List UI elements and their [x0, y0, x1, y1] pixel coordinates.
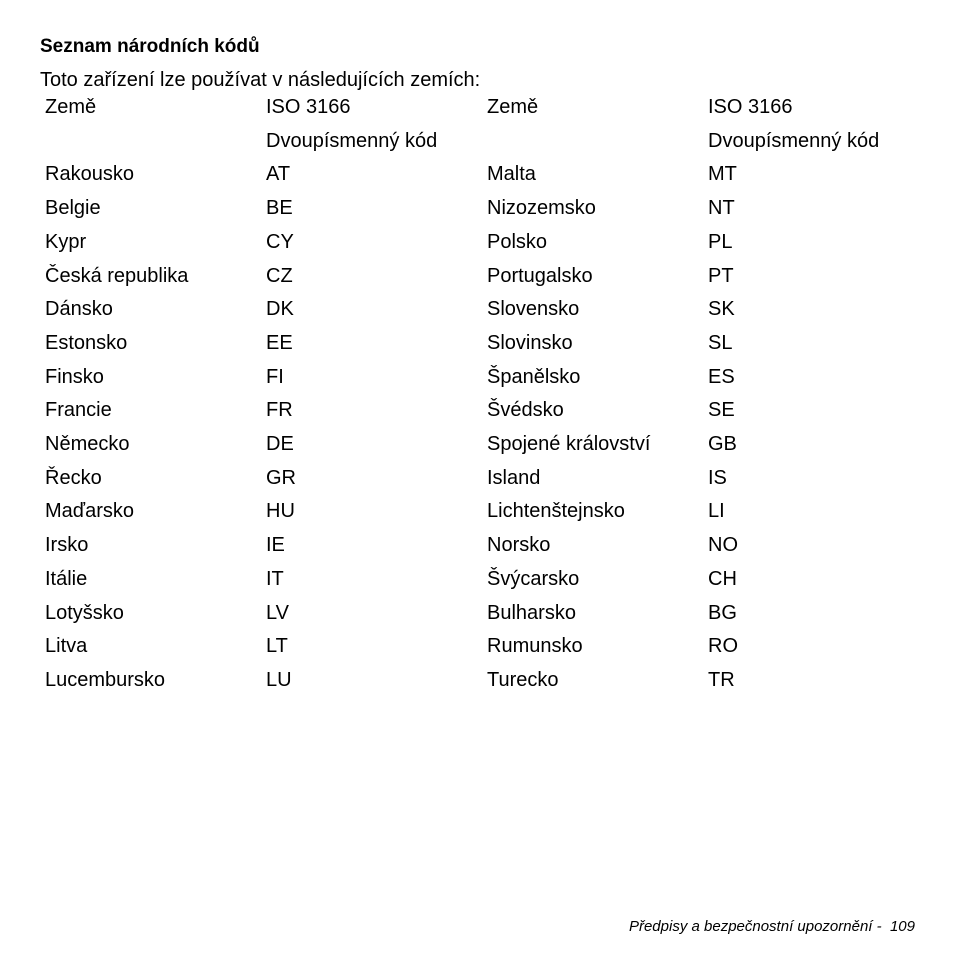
- country-code: GB: [708, 433, 737, 456]
- column-header-country: Země: [45, 96, 97, 118]
- country-code: HU: [266, 500, 295, 523]
- page-number: 109: [889, 918, 915, 935]
- empty-cell: [40, 125, 261, 159]
- table-row: [40, 462, 924, 496]
- country-code: RO: [708, 635, 738, 658]
- country-code: PL: [708, 230, 733, 253]
- country-name: Francie: [45, 399, 112, 422]
- country-code: TR: [708, 668, 735, 691]
- country-code: AT: [266, 163, 291, 186]
- table-header-row: [40, 91, 924, 125]
- column-header-iso: ISO 3166: [266, 96, 351, 118]
- column-header-country: Země: [487, 96, 539, 118]
- country-name: Lotyšsko: [45, 601, 124, 624]
- country-name: Řecko: [45, 466, 102, 489]
- country-code: SK: [708, 298, 735, 321]
- country-name: Estonsko: [45, 331, 128, 354]
- empty-cell: [482, 125, 703, 159]
- table-row: [40, 597, 924, 631]
- table-row: [40, 563, 924, 597]
- country-name: Rakousko: [45, 163, 134, 186]
- country-name: Rumunsko: [487, 635, 583, 658]
- country-code: LU: [266, 668, 292, 691]
- country-code: IE: [266, 534, 285, 557]
- table-row: [40, 226, 924, 260]
- country-code: CY: [266, 230, 294, 253]
- country-name: Švýcarsko: [487, 567, 580, 590]
- country-name: Island: [487, 466, 541, 489]
- country-name: Bulharsko: [487, 601, 576, 624]
- footer-section-title: Předpisy a bezpečnostní upozornění -: [628, 918, 890, 935]
- country-name: Portugalsko: [487, 264, 593, 287]
- country-name: Dánsko: [45, 298, 113, 321]
- country-name: Nizozemsko: [487, 197, 596, 220]
- country-code: ES: [708, 365, 735, 388]
- table-row: [40, 293, 924, 327]
- country-name: Lichtenštejnsko: [487, 500, 625, 523]
- country-name: Maďarsko: [45, 500, 134, 523]
- country-name: Finsko: [45, 365, 104, 388]
- table-row: [40, 394, 924, 428]
- country-name: Litva: [45, 635, 88, 658]
- country-code: IT: [266, 567, 284, 590]
- country-code: SL: [708, 331, 733, 354]
- country-codes-body: [40, 91, 924, 698]
- column-header-iso: ISO 3166: [708, 96, 793, 118]
- country-code: LI: [708, 500, 725, 523]
- country-code: NT: [708, 197, 735, 220]
- table-header-row-secondary: [40, 125, 924, 159]
- page-footer: [629, 917, 915, 937]
- column-subheader-code: Dvoupísmenný kód: [708, 129, 880, 152]
- country-code: DK: [266, 298, 294, 321]
- country-codes-table: [40, 91, 924, 698]
- country-name: Německo: [45, 433, 130, 456]
- table-row: [40, 192, 924, 226]
- country-code: CZ: [266, 264, 293, 287]
- country-code: NO: [708, 534, 738, 557]
- country-code: DE: [266, 433, 294, 456]
- country-code: IS: [708, 466, 727, 489]
- country-code: LT: [266, 635, 288, 658]
- country-name: Irsko: [45, 534, 89, 557]
- section-heading: Seznam národních kódů: [40, 36, 260, 57]
- country-code: LV: [266, 601, 289, 624]
- table-row: [40, 327, 924, 361]
- country-name: Itálie: [45, 567, 88, 590]
- country-code: BE: [266, 197, 293, 220]
- country-name: Slovensko: [487, 298, 580, 321]
- country-name: Belgie: [45, 197, 101, 220]
- table-row: [40, 630, 924, 664]
- country-name: Spojené království: [487, 433, 651, 456]
- table-row: [40, 495, 924, 529]
- table-row: [40, 664, 924, 698]
- country-code: SE: [708, 399, 735, 422]
- country-code: BG: [708, 601, 737, 624]
- table-row: [40, 428, 924, 462]
- country-name: Norsko: [487, 534, 551, 557]
- table-row: [40, 529, 924, 563]
- country-name: Španělsko: [487, 365, 581, 388]
- country-code: EE: [266, 331, 293, 354]
- country-name: Švédsko: [487, 399, 564, 422]
- intro-text: Toto zařízení lze používat v následujících zemích:: [40, 69, 481, 91]
- country-name: Polsko: [487, 230, 548, 253]
- table-row: [40, 361, 924, 395]
- country-name: Lucembursko: [45, 668, 166, 691]
- table-row: [40, 158, 924, 192]
- country-name: Kypr: [45, 230, 87, 253]
- country-name: Slovinsko: [487, 331, 573, 354]
- country-name: Turecko: [487, 668, 559, 691]
- table-row: [40, 260, 924, 294]
- country-name: Malta: [487, 163, 536, 186]
- country-code: FI: [266, 365, 284, 388]
- column-subheader-code: Dvoupísmenný kód: [266, 129, 438, 152]
- country-name: Česká republika: [45, 264, 189, 287]
- country-code: CH: [708, 567, 737, 590]
- country-code: GR: [266, 466, 296, 489]
- country-code: PT: [708, 264, 734, 287]
- country-code: MT: [708, 163, 737, 186]
- country-code: FR: [266, 399, 293, 422]
